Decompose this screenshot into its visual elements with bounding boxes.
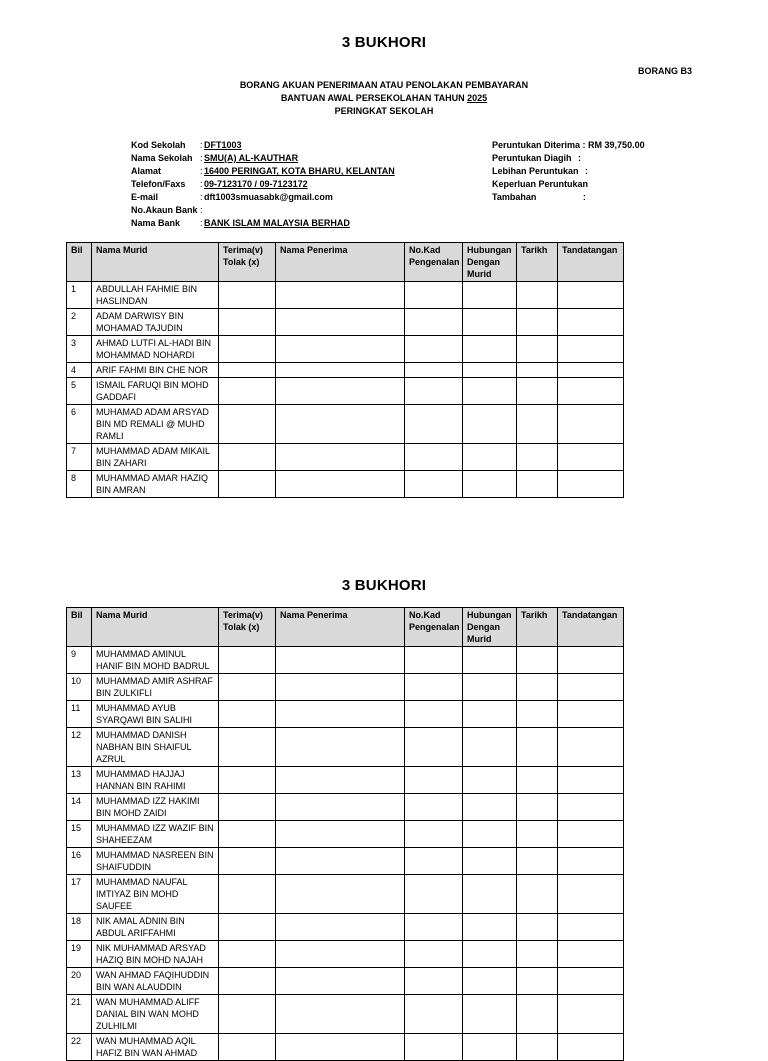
ic-number-cell[interactable] <box>405 363 463 378</box>
signature-cell[interactable] <box>558 282 624 309</box>
recipient-name-cell[interactable] <box>276 363 405 378</box>
date-cell[interactable] <box>517 647 558 674</box>
student-name: WAN MUHAMMAD AQIL HAFIZ BIN WAN AHMAD <box>92 1034 219 1061</box>
recipient-name-cell[interactable] <box>276 875 405 914</box>
ic-number-cell[interactable] <box>405 444 463 471</box>
row-number: 5 <box>67 378 92 405</box>
date-cell[interactable] <box>517 471 558 498</box>
ic-number-cell[interactable] <box>405 1034 463 1061</box>
ic-number-cell[interactable] <box>405 674 463 701</box>
allocation-need-label: Keperluan Peruntukan <box>492 179 589 189</box>
recipient-name-cell[interactable] <box>276 728 405 767</box>
signature-cell[interactable] <box>558 647 624 674</box>
received-cell[interactable] <box>219 701 276 728</box>
row-number: 10 <box>67 674 92 701</box>
form-heading-line-1: BORANG AKUAN PENERIMAAN ATAU PENOLAKAN PEMBAYARAN <box>239 80 529 90</box>
signature-cell[interactable] <box>558 848 624 875</box>
date-cell[interactable] <box>517 378 558 405</box>
bank-account-sep: : <box>200 205 203 215</box>
allocation-extra <box>492 192 586 202</box>
ic-number-cell[interactable] <box>405 821 463 848</box>
recipient-name-cell[interactable] <box>276 941 405 968</box>
row-number: 3 <box>67 336 92 363</box>
date-cell[interactable] <box>517 875 558 914</box>
row-number: 12 <box>67 728 92 767</box>
table-row <box>67 405 624 444</box>
signature-cell[interactable] <box>558 336 624 363</box>
row-number: 15 <box>67 821 92 848</box>
recipient-name-cell[interactable] <box>276 405 405 444</box>
signature-cell[interactable] <box>558 363 624 378</box>
recipient-name-cell[interactable] <box>276 282 405 309</box>
signature-cell[interactable] <box>558 728 624 767</box>
student-name: ADAM DARWISY BIN MOHAMAD TAJUDIN <box>92 309 219 336</box>
date-cell[interactable] <box>517 821 558 848</box>
date-cell[interactable] <box>517 701 558 728</box>
student-name: NIK AMAL ADNIN BIN ABDUL ARIFFAHMI <box>92 914 219 941</box>
page-title: 3 BUKHORI <box>341 34 427 51</box>
relationship-cell[interactable] <box>463 941 517 968</box>
relationship-cell[interactable] <box>463 444 517 471</box>
ic-number-cell[interactable] <box>405 794 463 821</box>
recipient-name-cell[interactable] <box>276 444 405 471</box>
row-number: 6 <box>67 405 92 444</box>
signature-cell[interactable] <box>558 444 624 471</box>
ic-number-cell[interactable] <box>405 405 463 444</box>
date-cell[interactable] <box>517 941 558 968</box>
table-row <box>67 701 624 728</box>
bank-account-label: No.Akaun Bank <box>131 205 198 215</box>
address-value: 16400 PERINGAT, KOTA BHARU, KELANTAN <box>204 166 395 176</box>
email-sep: : <box>200 192 203 202</box>
student-name: MUHAMAD ADAM ARSYAD BIN MD REMALI @ MUHD RAMLI <box>92 405 219 444</box>
signature-cell[interactable] <box>558 914 624 941</box>
allocation-need <box>492 179 588 189</box>
received-cell[interactable] <box>219 914 276 941</box>
signature-cell[interactable] <box>558 821 624 848</box>
date-cell[interactable] <box>517 309 558 336</box>
student-name: ISMAIL FARUQI BIN MOHD GADDAFI <box>92 378 219 405</box>
form-heading-line-3: PERINGKAT SEKOLAH <box>334 106 434 116</box>
relationship-cell[interactable] <box>463 995 517 1034</box>
signature-cell[interactable] <box>558 875 624 914</box>
col-header-hubungan: Hubungan Dengan Murid <box>463 608 517 647</box>
date-cell[interactable] <box>517 728 558 767</box>
row-number: 14 <box>67 794 92 821</box>
date-cell[interactable] <box>517 995 558 1034</box>
ic-number-cell[interactable] <box>405 767 463 794</box>
allocation-distributed-label: Peruntukan Diagih <box>492 153 572 163</box>
recipient-name-cell[interactable] <box>276 647 405 674</box>
student-name: NIK MUHAMMAD ARSYAD HAZIQ BIN MOHD NAJAH <box>92 941 219 968</box>
table-row <box>67 336 624 363</box>
table-row <box>67 914 624 941</box>
ic-number-cell[interactable] <box>405 848 463 875</box>
col-header-tandatangan: Tandatangan <box>558 608 624 647</box>
received-cell[interactable] <box>219 336 276 363</box>
student-name: MUHAMMAD NAUFAL IMTIYAZ BIN MOHD SAUFEE <box>92 875 219 914</box>
col-header-terima-tolak: Terima(v) Tolak (x) <box>219 608 276 647</box>
row-number: 19 <box>67 941 92 968</box>
signature-cell[interactable] <box>558 767 624 794</box>
student-name: MUHAMMAD AMINUL HANIF BIN MOHD BADRUL <box>92 647 219 674</box>
signature-cell[interactable] <box>558 1034 624 1061</box>
received-cell[interactable] <box>219 848 276 875</box>
phone-label: Telefon/Faxs <box>131 179 186 189</box>
table-row <box>67 471 624 498</box>
form-heading-prefix: BANTUAN AWAL PERSEKOLAHAN TAHUN <box>280 93 468 103</box>
signature-cell[interactable] <box>558 794 624 821</box>
ic-number-cell[interactable] <box>405 378 463 405</box>
date-cell[interactable] <box>517 794 558 821</box>
relationship-cell[interactable] <box>463 794 517 821</box>
recipient-name-cell[interactable] <box>276 767 405 794</box>
signature-cell[interactable] <box>558 309 624 336</box>
student-name: ABDULLAH FAHMIE BIN HASLINDAN <box>92 282 219 309</box>
date-cell[interactable] <box>517 848 558 875</box>
student-name: ARIF FAHMI BIN CHE NOR <box>92 363 219 378</box>
received-cell[interactable] <box>219 363 276 378</box>
date-cell[interactable] <box>517 1034 558 1061</box>
date-cell[interactable] <box>517 674 558 701</box>
relationship-cell[interactable] <box>463 309 517 336</box>
row-number: 16 <box>67 848 92 875</box>
allocation-surplus-label: Lebihan Peruntukan <box>492 166 579 176</box>
received-cell[interactable] <box>219 821 276 848</box>
ic-number-cell[interactable] <box>405 647 463 674</box>
table-header-row <box>67 243 624 282</box>
recipient-name-cell[interactable] <box>276 848 405 875</box>
table-header-row <box>67 608 624 647</box>
date-cell[interactable] <box>517 336 558 363</box>
row-number: 4 <box>67 363 92 378</box>
relationship-cell[interactable] <box>463 378 517 405</box>
allocation-distributed <box>492 153 581 163</box>
date-cell[interactable] <box>517 444 558 471</box>
recipient-name-cell[interactable] <box>276 968 405 995</box>
received-cell[interactable] <box>219 309 276 336</box>
recipient-name-cell[interactable] <box>276 821 405 848</box>
table-row <box>67 767 624 794</box>
table-row <box>67 282 624 309</box>
received-cell[interactable] <box>219 471 276 498</box>
student-name: MUHAMMAD NASREEN BIN SHAIFUDDIN <box>92 848 219 875</box>
ic-number-cell[interactable] <box>405 914 463 941</box>
received-cell[interactable] <box>219 794 276 821</box>
ic-number-cell[interactable] <box>405 336 463 363</box>
ic-number-cell[interactable] <box>405 471 463 498</box>
recipient-name-cell[interactable] <box>276 674 405 701</box>
recipient-name-cell[interactable] <box>276 378 405 405</box>
relationship-cell[interactable] <box>463 875 517 914</box>
table-row <box>67 941 624 968</box>
relationship-cell[interactable] <box>463 914 517 941</box>
student-table-page-1 <box>66 242 624 498</box>
date-cell[interactable] <box>517 282 558 309</box>
form-heading-line-2 <box>0 93 768 103</box>
signature-cell[interactable] <box>558 405 624 444</box>
relationship-cell[interactable] <box>463 336 517 363</box>
ic-number-cell[interactable] <box>405 941 463 968</box>
ic-number-cell[interactable] <box>405 875 463 914</box>
relationship-cell[interactable] <box>463 647 517 674</box>
student-name: WAN MUHAMMAD ALIFF DANIAL BIN WAN MOHD ZULHILMI <box>92 995 219 1034</box>
received-cell[interactable] <box>219 728 276 767</box>
student-name: MUHAMMAD IZZ HAKIMI BIN MOHD ZAIDI <box>92 794 219 821</box>
student-name: WAN AHMAD FAQIHUDDIN BIN WAN ALAUDDIN <box>92 968 219 995</box>
received-cell[interactable] <box>219 378 276 405</box>
allocation-surplus <box>492 166 588 176</box>
received-cell[interactable] <box>219 1034 276 1061</box>
table-row <box>67 647 624 674</box>
phone-value: 09-7123170 / 09-7123172 <box>204 179 308 189</box>
bank-name-value: BANK ISLAM MALAYSIA BERHAD <box>204 218 350 228</box>
table-row <box>67 728 624 767</box>
table-row <box>67 968 624 995</box>
received-cell[interactable] <box>219 941 276 968</box>
row-number: 8 <box>67 471 92 498</box>
relationship-cell[interactable] <box>463 821 517 848</box>
table-body-page-2 <box>67 647 624 1061</box>
phone-sep: : <box>200 179 203 189</box>
signature-cell[interactable] <box>558 378 624 405</box>
relationship-cell[interactable] <box>463 728 517 767</box>
ic-number-cell[interactable] <box>405 728 463 767</box>
form-heading-year: 2025 <box>467 93 488 103</box>
ic-number-cell[interactable] <box>405 309 463 336</box>
row-number: 22 <box>67 1034 92 1061</box>
col-header-nama-penerima: Nama Penerima <box>276 608 405 647</box>
col-header-bil: Bil <box>67 243 92 282</box>
signature-cell[interactable] <box>558 968 624 995</box>
school-name-label: Nama Sekolah <box>131 153 193 163</box>
date-cell[interactable] <box>517 363 558 378</box>
signature-cell[interactable] <box>558 674 624 701</box>
address-sep: : <box>200 166 203 176</box>
received-cell[interactable] <box>219 405 276 444</box>
received-cell[interactable] <box>219 767 276 794</box>
date-cell[interactable] <box>517 405 558 444</box>
row-number: 2 <box>67 309 92 336</box>
table-row <box>67 309 624 336</box>
col-header-bil: Bil <box>67 608 92 647</box>
row-number: 17 <box>67 875 92 914</box>
school-code-sep: : <box>200 140 203 150</box>
col-header-no-kad: No.Kad Pengenalan <box>405 608 463 647</box>
allocation-received-value: : RM 39,750.00 <box>582 140 645 150</box>
table-row <box>67 444 624 471</box>
table-row <box>67 363 624 378</box>
allocation-surplus-sep: : <box>585 166 589 176</box>
table-body-page-1 <box>67 282 624 498</box>
relationship-cell[interactable] <box>463 767 517 794</box>
col-header-terima-tolak: Terima(v) Tolak (x) <box>219 243 276 282</box>
date-cell[interactable] <box>517 968 558 995</box>
recipient-name-cell[interactable] <box>276 995 405 1034</box>
received-cell[interactable] <box>219 968 276 995</box>
student-table-page-2 <box>66 607 624 1061</box>
ic-number-cell[interactable] <box>405 701 463 728</box>
allocation-received <box>492 140 645 150</box>
relationship-cell[interactable] <box>463 471 517 498</box>
row-number: 9 <box>67 647 92 674</box>
table-row <box>67 794 624 821</box>
received-cell[interactable] <box>219 875 276 914</box>
school-name-value: SMU(A) AL-KAUTHAR <box>204 153 299 163</box>
student-name: MUHAMMAD DANISH NABHAN BIN SHAIFUL AZRUL <box>92 728 219 767</box>
bank-name-sep: : <box>200 218 203 228</box>
recipient-name-cell[interactable] <box>276 701 405 728</box>
signature-cell[interactable] <box>558 941 624 968</box>
relationship-cell[interactable] <box>463 405 517 444</box>
relationship-cell[interactable] <box>463 1034 517 1061</box>
email-value: dft1003smuasabk@gmail.com <box>204 192 333 202</box>
address-label: Alamat <box>131 166 162 176</box>
col-header-nama-murid: Nama Murid <box>92 243 219 282</box>
ic-number-cell[interactable] <box>405 282 463 309</box>
signature-cell[interactable] <box>558 701 624 728</box>
received-cell[interactable] <box>219 647 276 674</box>
allocation-received-label: Peruntukan Diterima <box>492 140 581 150</box>
student-name: MUHAMMAD HAJJAJ HANNAN BIN RAHIMI <box>92 767 219 794</box>
table-row <box>67 378 624 405</box>
received-cell[interactable] <box>219 995 276 1034</box>
relationship-cell[interactable] <box>463 282 517 309</box>
student-name: MUHAMMAD AYUB SYARQAWI BIN SALIHI <box>92 701 219 728</box>
relationship-cell[interactable] <box>463 848 517 875</box>
student-name: MUHAMMAD ADAM MIKAIL BIN ZAHARI <box>92 444 219 471</box>
date-cell[interactable] <box>517 914 558 941</box>
student-name: MUHAMMAD AMIR ASHRAF BIN ZULKIFLI <box>92 674 219 701</box>
recipient-name-cell[interactable] <box>276 914 405 941</box>
school-name-sep: : <box>200 153 203 163</box>
recipient-name-cell[interactable] <box>276 309 405 336</box>
date-cell[interactable] <box>517 767 558 794</box>
signature-cell[interactable] <box>558 471 624 498</box>
table-row <box>67 821 624 848</box>
recipient-name-cell[interactable] <box>276 794 405 821</box>
relationship-cell[interactable] <box>463 363 517 378</box>
bank-name-label: Nama Bank <box>131 218 181 228</box>
allocation-distributed-sep: : <box>578 153 582 163</box>
col-header-tarikh: Tarikh <box>517 243 558 282</box>
school-code-label: Kod Sekolah <box>131 140 186 150</box>
row-number: 11 <box>67 701 92 728</box>
row-number: 18 <box>67 914 92 941</box>
allocation-extra-label: Tambahan <box>492 192 537 202</box>
table-row <box>67 1034 624 1061</box>
student-name: AHMAD LUTFI AL-HADI BIN MOHAMMAD NOHARDI <box>92 336 219 363</box>
student-name: MUHAMMAD AMAR HAZIQ BIN AMRAN <box>92 471 219 498</box>
received-cell[interactable] <box>219 674 276 701</box>
relationship-cell[interactable] <box>463 674 517 701</box>
col-header-hubungan: Hubungan Dengan Murid <box>463 243 517 282</box>
table-row <box>67 875 624 914</box>
allocation-extra-sep: : <box>582 192 586 202</box>
ic-number-cell[interactable] <box>405 995 463 1034</box>
recipient-name-cell[interactable] <box>276 1034 405 1061</box>
page-title-2: 3 BUKHORI <box>341 577 427 594</box>
col-header-no-kad: No.Kad Pengenalan <box>405 243 463 282</box>
col-header-tandatangan: Tandatangan <box>558 243 624 282</box>
col-header-nama-murid: Nama Murid <box>92 608 219 647</box>
row-number: 20 <box>67 968 92 995</box>
row-number: 21 <box>67 995 92 1034</box>
student-name: MUHAMMAD IZZ WAZIF BIN SHAHEEZAM <box>92 821 219 848</box>
row-number: 13 <box>67 767 92 794</box>
row-number: 7 <box>67 444 92 471</box>
signature-cell[interactable] <box>558 995 624 1034</box>
table-row <box>67 995 624 1034</box>
row-number: 1 <box>67 282 92 309</box>
relationship-cell[interactable] <box>463 701 517 728</box>
recipient-name-cell[interactable] <box>276 471 405 498</box>
received-cell[interactable] <box>219 444 276 471</box>
school-code-value: DFT1003 <box>204 140 242 150</box>
table-row <box>67 848 624 875</box>
email-label: E-mail <box>131 192 159 202</box>
table-row <box>67 674 624 701</box>
col-header-nama-penerima: Nama Penerima <box>276 243 405 282</box>
ic-number-cell[interactable] <box>405 968 463 995</box>
form-code: BORANG B3 <box>638 66 693 76</box>
col-header-tarikh: Tarikh <box>517 608 558 647</box>
received-cell[interactable] <box>219 282 276 309</box>
recipient-name-cell[interactable] <box>276 336 405 363</box>
relationship-cell[interactable] <box>463 968 517 995</box>
